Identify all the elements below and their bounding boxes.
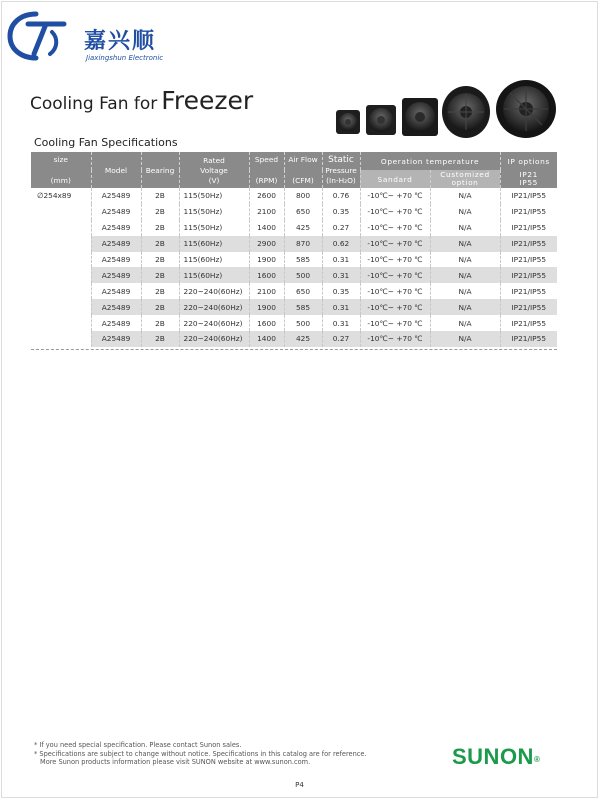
cell-airflow: 800 xyxy=(284,188,322,204)
cell-speed: 1400 xyxy=(249,331,284,347)
header-customized: Customized option xyxy=(430,170,500,188)
cell-airflow: 425 xyxy=(284,331,322,347)
cell-speed: 2600 xyxy=(249,188,284,204)
table-row xyxy=(31,267,557,283)
cell-bearing: 2B xyxy=(141,331,179,347)
cell-model: A25489 xyxy=(91,252,141,268)
cell-speed: 1900 xyxy=(249,299,284,315)
cell-airflow: 585 xyxy=(284,252,322,268)
cell-airflow: 870 xyxy=(284,236,322,252)
cell-standard: -10℃~ +70 ℃ xyxy=(360,220,430,236)
cell-standard: -10℃~ +70 ℃ xyxy=(360,188,430,204)
cell-standard: -10℃~ +70 ℃ xyxy=(360,331,430,347)
fan-image-medium xyxy=(402,98,438,136)
cell-pressure: 0.27 xyxy=(322,331,360,347)
table-header-row xyxy=(31,152,557,170)
header-size: size (mm) xyxy=(31,152,91,188)
cell-customized: N/A xyxy=(430,331,500,347)
cell-ip: IP21/IP55 xyxy=(511,223,547,233)
registered-mark: ® xyxy=(533,755,541,764)
cell-model: A25489 xyxy=(91,283,141,299)
cell-customized: N/A xyxy=(430,267,500,283)
header-airflow: Air Flow (CFM) xyxy=(284,152,322,188)
cell-ip: IP21/IP55 xyxy=(500,236,557,252)
cell-customized: N/A xyxy=(430,236,500,252)
cell-bearing: 2B xyxy=(141,188,179,204)
cell-speed: 1900 xyxy=(249,252,284,268)
cell-pressure: 0.31 xyxy=(322,299,360,315)
table-row xyxy=(31,252,557,268)
cell-ip: IP21/IP55 xyxy=(511,207,547,217)
fan-image-xlarge xyxy=(496,80,556,138)
cell-model: A25489 xyxy=(91,299,141,315)
page-number: P4 xyxy=(295,781,304,789)
cell-model: A25489 xyxy=(91,315,141,331)
cell-pressure: 0.31 xyxy=(322,267,360,283)
cell-customized: N/A xyxy=(430,204,500,220)
fan-image-large xyxy=(442,86,490,138)
cell-standard: -10℃~ +70 ℃ xyxy=(360,236,430,252)
cell-model: A25489 xyxy=(91,188,141,204)
footer-notes xyxy=(34,741,367,767)
cell-standard: -10℃~ +70 ℃ xyxy=(360,299,430,315)
cell-pressure: 0.27 xyxy=(322,220,360,236)
header-speed: Speed (RPM) xyxy=(249,152,284,188)
cell-customized: N/A xyxy=(430,188,500,204)
cell-speed: 1600 xyxy=(249,315,284,331)
header-bearing: Bearing xyxy=(141,152,179,188)
cell-ip: IP21/IP55 xyxy=(511,318,547,328)
cell-voltage: 220~240(60Hz) xyxy=(179,315,249,331)
cell-bearing: 2B xyxy=(141,283,179,299)
cell-speed: 2100 xyxy=(249,204,284,220)
fan-image-small-2 xyxy=(366,105,396,135)
cell-pressure: 0.35 xyxy=(322,204,360,220)
cell-voltage: 220~240(60Hz) xyxy=(179,299,249,315)
table-row xyxy=(31,331,557,347)
note-line: More Sunon products information please visit SUNON website at www.sunon.com. xyxy=(40,758,311,767)
spec-heading: Cooling Fan Specifications xyxy=(34,136,178,149)
table-row xyxy=(31,283,557,299)
cell-speed: 2100 xyxy=(249,283,284,299)
page-title-main: Freezer xyxy=(161,86,254,115)
header-standard: Sandard xyxy=(360,170,430,188)
cell-model: A25489 xyxy=(91,220,141,236)
cell-voltage: 115(50Hz) xyxy=(179,204,249,220)
cell-voltage: 220~240(60Hz) xyxy=(179,283,249,299)
jiaxingshun-logo-icon xyxy=(6,10,70,62)
fan-image-small-1 xyxy=(336,110,360,134)
cell-speed: 1400 xyxy=(249,220,284,236)
header-ip-options: IP options xyxy=(500,152,557,170)
cell-model: A25489 xyxy=(91,331,141,347)
cell-pressure: 0.31 xyxy=(322,252,360,268)
header-pressure: Static Pressure (In-H₂O) xyxy=(322,152,360,188)
cell-airflow: 650 xyxy=(284,283,322,299)
header-model: Model xyxy=(91,152,141,188)
cell-bearing: 2B xyxy=(141,267,179,283)
cell-ip: IP21/IP55 xyxy=(511,286,547,296)
cell-bearing: 2B xyxy=(141,315,179,331)
cell-bearing: 2B xyxy=(141,236,179,252)
cell-bearing: 2B xyxy=(141,252,179,268)
cell-customized: N/A xyxy=(430,315,500,331)
sunon-logo-text: SUNON xyxy=(452,744,534,769)
cell-pressure: 0.35 xyxy=(322,283,360,299)
cell-speed: 2900 xyxy=(249,236,284,252)
cell-bearing: 2B xyxy=(141,220,179,236)
cell-pressure: 0.62 xyxy=(322,236,360,252)
cell-voltage: 115(60Hz) xyxy=(179,267,249,283)
cell-customized: N/A xyxy=(430,220,500,236)
cell-standard: -10℃~ +70 ℃ xyxy=(360,283,430,299)
cell-standard: -10℃~ +70 ℃ xyxy=(360,204,430,220)
cell-ip: IP21/IP55 xyxy=(511,191,547,201)
note-line: * If you need special specification. Please contact Sunon sales. xyxy=(34,741,242,749)
page-title xyxy=(30,86,253,115)
cell-standard: -10℃~ +70 ℃ xyxy=(360,252,430,268)
note-line: * Specifications are subject to change without notice. Specifications in this catalog are for reference. xyxy=(34,749,367,758)
cell-airflow: 500 xyxy=(284,315,322,331)
cell-pressure: 0.76 xyxy=(322,188,360,204)
cell-airflow: 500 xyxy=(284,267,322,283)
cell-standard: -10℃~ +70 ℃ xyxy=(360,267,430,283)
header-ip-sub: IP21 IP55 xyxy=(500,170,557,188)
page-title-prefix: Cooling Fan for xyxy=(30,94,158,114)
cell-airflow: 585 xyxy=(284,299,322,315)
table-row xyxy=(31,188,557,204)
cell-ip: IP21/IP55 xyxy=(500,331,557,347)
size-value: ∅254x89 xyxy=(31,188,91,347)
cell-model: A25489 xyxy=(91,204,141,220)
table-row xyxy=(31,236,557,252)
table-row xyxy=(31,204,557,220)
cell-voltage: 115(50Hz) xyxy=(179,220,249,236)
cell-customized: N/A xyxy=(430,283,500,299)
cell-model: A25489 xyxy=(91,236,141,252)
cell-speed: 1600 xyxy=(249,267,284,283)
cell-ip: IP21/IP55 xyxy=(511,255,547,264)
cell-voltage: 220~240(60Hz) xyxy=(179,331,249,347)
cell-voltage: 115(60Hz) xyxy=(179,236,249,252)
table-row xyxy=(31,315,557,331)
cell-model: A25489 xyxy=(91,267,141,283)
cell-bearing: 2B xyxy=(141,299,179,315)
spec-table xyxy=(31,152,557,347)
cell-airflow: 425 xyxy=(284,220,322,236)
brand-name-en: Jiaxingshun Electronic xyxy=(86,54,164,62)
table-bottom-divider xyxy=(31,349,557,350)
header-voltage: Rated Voltage (V) xyxy=(179,152,249,188)
cell-bearing: 2B xyxy=(141,204,179,220)
table-row xyxy=(31,220,557,236)
cell-voltage: 115(60Hz) xyxy=(179,252,249,268)
cell-ip: IP21/IP55 xyxy=(500,299,557,315)
brand-name-cn: 嘉兴顺 xyxy=(84,29,157,54)
company-logo xyxy=(6,10,176,62)
cell-customized: N/A xyxy=(430,252,500,268)
cell-standard: -10℃~ +70 ℃ xyxy=(360,315,430,331)
cell-voltage: 115(50Hz) xyxy=(179,188,249,204)
sunon-logo xyxy=(452,744,540,770)
cell-airflow: 650 xyxy=(284,204,322,220)
fan-product-images xyxy=(334,80,559,140)
cell-ip: IP21/IP55 xyxy=(500,267,557,283)
cell-customized: N/A xyxy=(430,299,500,315)
header-operation-temperature: Operation temperature xyxy=(360,152,500,170)
cell-pressure: 0.31 xyxy=(322,315,360,331)
table-row xyxy=(31,299,557,315)
